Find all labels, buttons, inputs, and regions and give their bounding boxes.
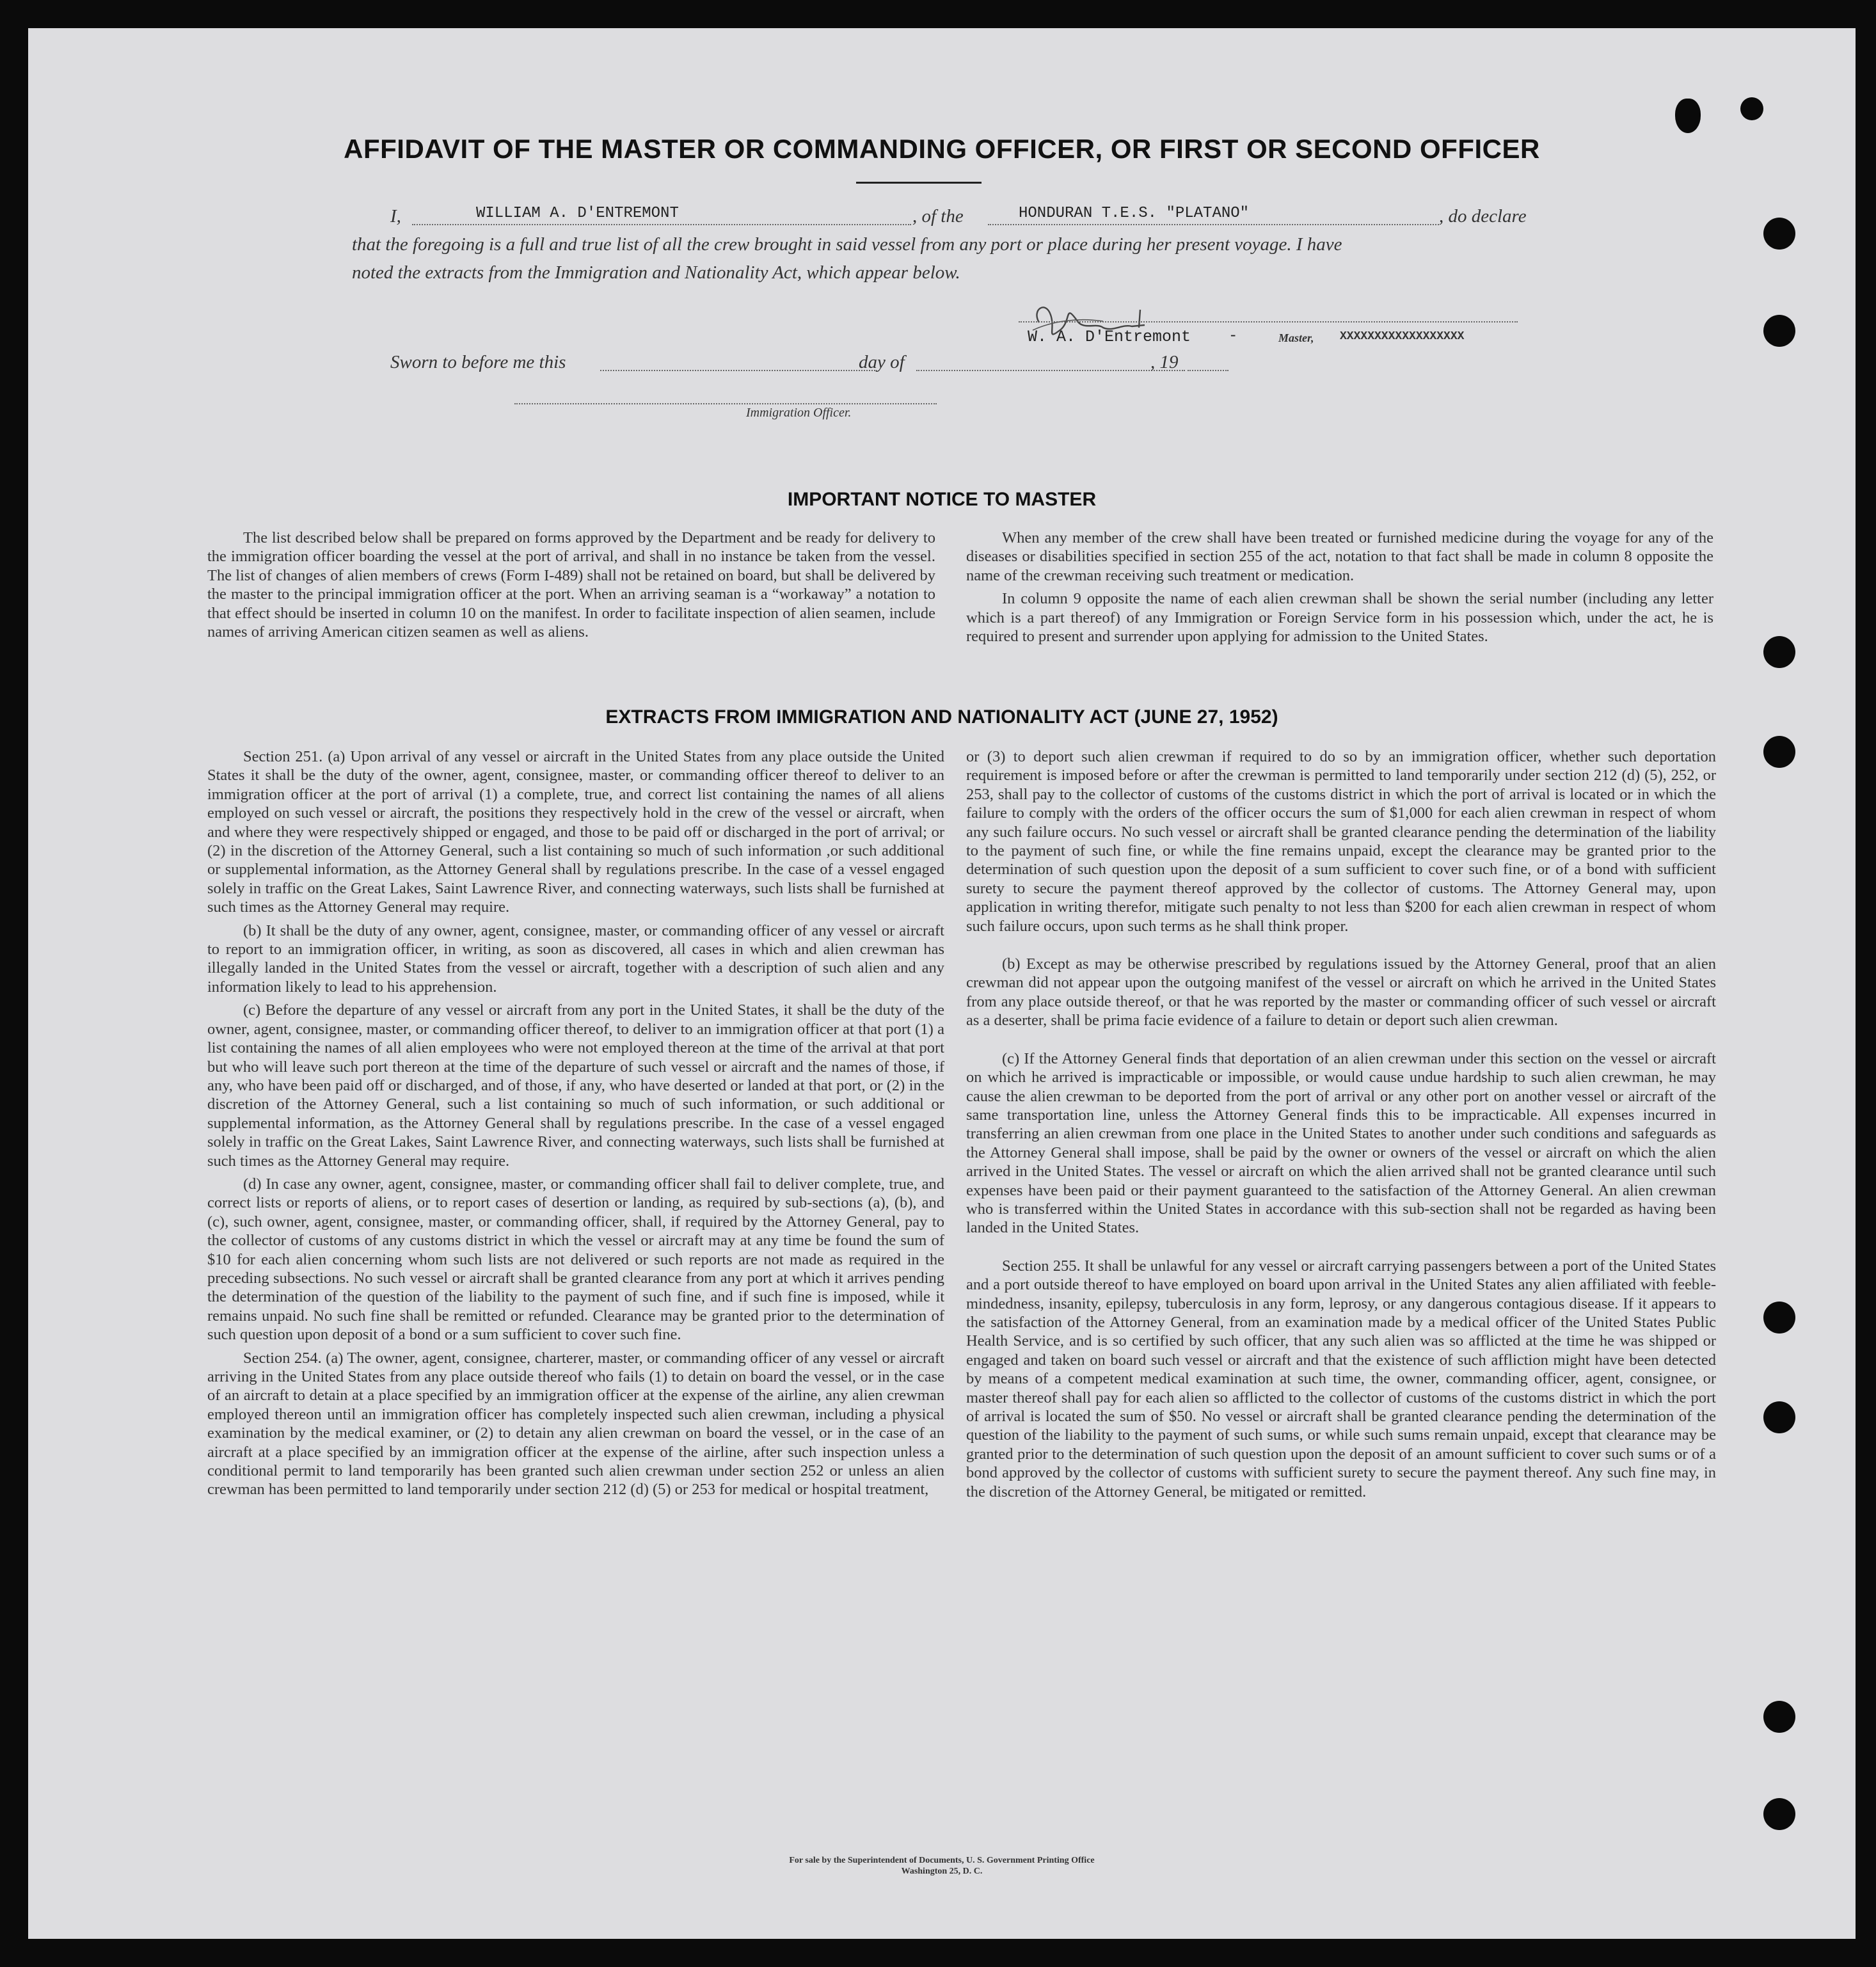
- extract-paragraph: (d) In case any owner, agent, consignee, master, or commanding officer shall fail to deliver complete, true, and correct lists or reports of aliens, or to report cases of desertion or landing, as required by sub-sections (a), (b), and (c), such owner, agent, consignee, master, or commanding officer, shall, if required by the Attorney General, pay to the collector of customs of any customs district in which the vessel or aircraft may at any time be found the sum of $10 for each alien concerning whom such lists are not delivered or such reports are not made as required in the preceding subsections. No such vessel or aircraft shall be granted clearance from any port at which it arrives pending the determination of the question of the liability to the payment of such fine, and if such fine is imposed, while it remains unpaid. No such fine shall be remitted or refunded. Clearance may be granted prior to the determination of such question upon deposit of a bond or a sum sufficient to cover such fine.: [207, 1175, 944, 1344]
- punch-hole: [1763, 315, 1795, 347]
- footer-line-2: Washington 25, D. C.: [901, 1867, 983, 1876]
- notice-paragraph: The list described below shall be prepared on forms approved by the Department and be ready for delivery to the immigration officer boarding the vessel at the port of arrival, and shall in no instance be taken from the vessel. The list of changes of alien members of crews (Form I-489) shall not be retained on board, but shall be delivered by the master to the principal immigration officer at the port. When an arriving seaman is a “workaway” a notation to that effect should be inserted in column 10 on the manifest. In order to facilitate inspection of alien seamen, include names of arriving American citizen seamen as well as aliens.: [207, 529, 935, 641]
- title-underline: [856, 182, 982, 184]
- vessel-name: HONDURAN T.E.S. "PLATANO": [1019, 205, 1250, 222]
- notice-heading: IMPORTANT NOTICE TO MASTER: [787, 489, 1097, 510]
- typed-signer-name: W. A. D'Entremont: [1028, 328, 1191, 346]
- sworn-day-blank: [600, 370, 875, 371]
- extract-paragraph: Section 254. (a) The owner, agent, consignee, charterer, master, or commanding officer of any vessel or aircraft arriving in the United States from any place outside thereof who fails (1) to detain on board the vessel, or in the case of an aircraft to detain at a place specified by an immigration officer at the expense of the airline, any alien crewman employed thereon until an immigration officer has completely inspected such alien crewman, including a physical examination by the medical examiner, or (2) to detain any alien crewman on board the vessel, or in the case of an aircraft at a place specified by an immigration officer at the expense of the airline, after such inspection unless a conditional permit to land temporarily has been granted such alien crewman under section 252 or unless an alien crewman has been permitted to land temporarily under section 212 (d) (5) or 253 for medical or hospital treatment,: [207, 1349, 944, 1499]
- extract-paragraph: Section 255. It shall be unlawful for any vessel or aircraft carrying passengers between a port of the United States and a port outside thereof to have employed on board upon arrival in the United States any alien affiliated with feeble-mindedness, insanity, epilepsy, tuberculosis in any form, leprosy, or any dangerous contagious disease. If it appears to the satisfaction of the Attorney General, from an examination made by a medical officer of the United States Public Health Service, and is so certified by such officer, that any such alien was so afflicted at the time he was shipped or engaged and taken on board such vessel or aircraft and that the existence of such affliction might have been detected by means of a competent medical examination at such time, the owner, commanding officer, agent, consignee, or master thereof shall pay for each alien so afflicted to the collector of customs of the customs district in which the port of arrival is located the sum of $50. No vessel or aircraft shall be granted clearance pending the determination of the question of the liability to the payment of such sums, or while such sums remain unpaid, except that clearance may be granted prior to the determination of such question upon the deposit of an amount sufficient to cover such sums or of a bond approved by the collector of customs with sufficient surety to secure the payment thereof. Any such fine may, in the discretion of the Attorney General, be mitigated or remitted.: [966, 1257, 1716, 1501]
- punch-hole: [1763, 1701, 1795, 1733]
- extract-paragraph: (b) Except as may be otherwise prescribed by regulations issued by the Attorney General, proof that an alien crewman did not appear upon the outgoing manifest of the vessel or aircraft on which he arrived in the United States from any place outside thereof, or that he was reported by the master or commanding officer of such vessel or aircraft as a deserter, shall be prima facie evidence of a failure to detain or deport such alien crewman.: [966, 955, 1716, 1030]
- master-label: Master,: [1278, 331, 1314, 344]
- notice-right-column: [966, 529, 1713, 650]
- punch-hole: [1675, 99, 1701, 133]
- extracts-right-column: [966, 747, 1716, 1506]
- footer-line-1: For sale by the Superintendent of Documents, U. S. Government Printing Office: [789, 1856, 1095, 1865]
- extracts-left-column: [207, 747, 944, 1504]
- sworn-text: Sworn to before me this: [390, 352, 566, 372]
- notice-paragraph: When any member of the crew shall have been treated or furnished medicine during the voyage for any of the diseases or disabilities specified in section 255 of the act, notation to that fact shall be made in column 8 opposite the name of the crewman receiving such treatment or medication.: [966, 529, 1713, 584]
- declarant-name: WILLIAM A. D'ENTREMONT: [476, 205, 679, 222]
- struck-out-title: XXXXXXXXXXXXXXXXXX: [1340, 330, 1465, 343]
- punch-hole: [1763, 636, 1795, 668]
- vessel-blank: [988, 224, 1439, 225]
- printing-office-footer: [28, 1855, 1856, 1877]
- immigration-officer-line: [514, 403, 937, 404]
- punch-hole: [1740, 97, 1763, 120]
- page-title: AFFIDAVIT OF THE MASTER OR COMMANDING OFFICER, OR FIRST OR SECOND OFFICER: [344, 134, 1540, 164]
- punch-hole: [1763, 736, 1795, 768]
- extract-paragraph: (c) Before the departure of any vessel or aircraft from any port in the United States, it shall be the duty of the owner, agent, consignee, master, or commanding officer thereof, to deliver to an immigration officer at that port (1) a list containing the names of all alien employees who were not employed thereon at the time of the arrival at that port but who will leave such port thereon at the time of the departure of such vessel or aircraft and the names of those, if any, who have been paid off or discharged, and of those, if any, who have deserted or landed at that port, or (2) in the discretion of the Attorney General, such a list containing so much of such information, or such additional or supplemental information, as the Attorney General shall by regulations prescribe. In the case of a vessel engaged solely in traffic on the Great Lakes, Saint Lawrence River, and connecting waterways, such lists shall be furnished at such times as the Attorney General may require.: [207, 1001, 944, 1170]
- notice-left-column: [207, 529, 935, 646]
- punch-hole: [1763, 218, 1795, 250]
- extracts-heading: EXTRACTS FROM IMMIGRATION AND NATIONALITY ACT (JUNE 27, 1952): [605, 706, 1278, 728]
- extract-paragraph: (c) If the Attorney General finds that deportation of an alien crewman under this section on the vessel or aircraft on which he arrived is impracticable or impossible, or would cause undue hardship to such alien crewman, he may cause the alien crewman to be deported from the port of arrival or any other port on another vessel or aircraft of the same transportation line, unless the Attorney General finds this to be impracticable. All expenses incurred in transferring an alien crewman from one place in the United States to another under such conditions and safeguards as the Attorney General shall impose, shall be paid by the owner or owners of the vessel or aircraft on which the alien arrived in the United States. The vessel or aircraft on which the alien arrived shall not be granted clearance until such expenses have been paid or their payment guaranteed to the satisfaction of the Attorney General. An alien crewman who is transferred within the United States in accordance with this sub-section shall not be regarded as having been landed in the United States.: [966, 1049, 1716, 1237]
- extract-paragraph: (b) It shall be the duty of any owner, agent, consignee, master, or commanding officer of any vessel or aircraft to report to an immigration officer, in writing, as soon as discovered, all cases in which and alien crewman has illegally landed in the United States from the vessel or aircraft, together with a description of such alien and any information likely to lead to his apprehension.: [207, 921, 944, 996]
- declaration-of-the: , of the: [912, 206, 964, 227]
- punch-hole: [1763, 1401, 1795, 1433]
- declaration-do-declare: , do declare: [1439, 206, 1527, 227]
- signature-line: [1019, 321, 1518, 323]
- punch-hole: [1763, 1302, 1795, 1334]
- notice-paragraph: In column 9 opposite the name of each alien crewman shall be shown the serial number (including any letter which is a part thereof) of any Immigration or Foreign Service form in his possession which, under the act, he is required to present and surrender upon applying for admission to the United States.: [966, 590, 1713, 646]
- sworn-day-of: day of: [859, 352, 905, 372]
- punch-hole: [1763, 1798, 1795, 1830]
- declaration-line-2: that the foregoing is a full and true list of all the crew brought in said vessel from any port or place during her present voyage. I have: [352, 234, 1342, 255]
- sworn-year-blank: [1188, 370, 1228, 371]
- immigration-officer-label: Immigration Officer.: [746, 406, 852, 420]
- sworn-year: , 19: [1150, 352, 1179, 372]
- declaration-line-3: noted the extracts from the Immigration and Nationality Act, which appear below.: [352, 262, 960, 283]
- declaration-i: I,: [390, 206, 401, 227]
- document-sheet: [28, 28, 1856, 1939]
- sworn-month-blank: [916, 370, 1185, 371]
- extract-paragraph: Section 251. (a) Upon arrival of any vessel or aircraft in the United States from any place outside the United States it shall be the duty of the owner, agent, consignee, master, or commanding officer thereof to deliver to an immigration officer at the port of arrival (1) a complete, true, and correct list containing the names of all aliens employed on such vessel or aircraft, the positions they respectively hold in the crew of the vessel or aircraft, when and where they were respectively shipped or engaged, and those to be paid off or discharged in the port of arrival; or (2) in the discretion of the Attorney General, such a list containing so much of such information ,or such additional or supplemental information, as the Attorney General shall by regulations prescribe. In the case of a vessel engaged solely in traffic on the Great Lakes, Saint Lawrence River, and connecting waterways, such lists shall be furnished at such times as the Attorney General may require.: [207, 748, 944, 916]
- name-blank: [412, 224, 911, 225]
- signer-dash: -: [1228, 328, 1238, 345]
- extract-paragraph: or (3) to deport such alien crewman if required to do so by an immigration officer, whether such deportation requirement is imposed before or after the crewman is permitted to land temporarily under section 212 (d) (5), 252, or 253, shall pay to the collector of customs of the customs district in which the port of arrival is located or in which the failure to comply with the orders of the officer occurs the sum of $1,000 for each alien crewman in respect of whom any such failure occurs. No such vessel or aircraft shall be granted clearance pending the determination of the liability to the payment of such fine, or while the fine remains unpaid, except the clearance may be granted prior to the determination of such question upon the deposit of a sum sufficient to cover such fine, or of a bond with sufficient surety to secure the payment thereof approved by the collector of customs. The Attorney General may, upon application in writing therefor, mitigate such penalty to not less than $200 for each alien crewman in respect of whom such failure occurs, upon such terms as he shall think proper.: [966, 748, 1716, 935]
